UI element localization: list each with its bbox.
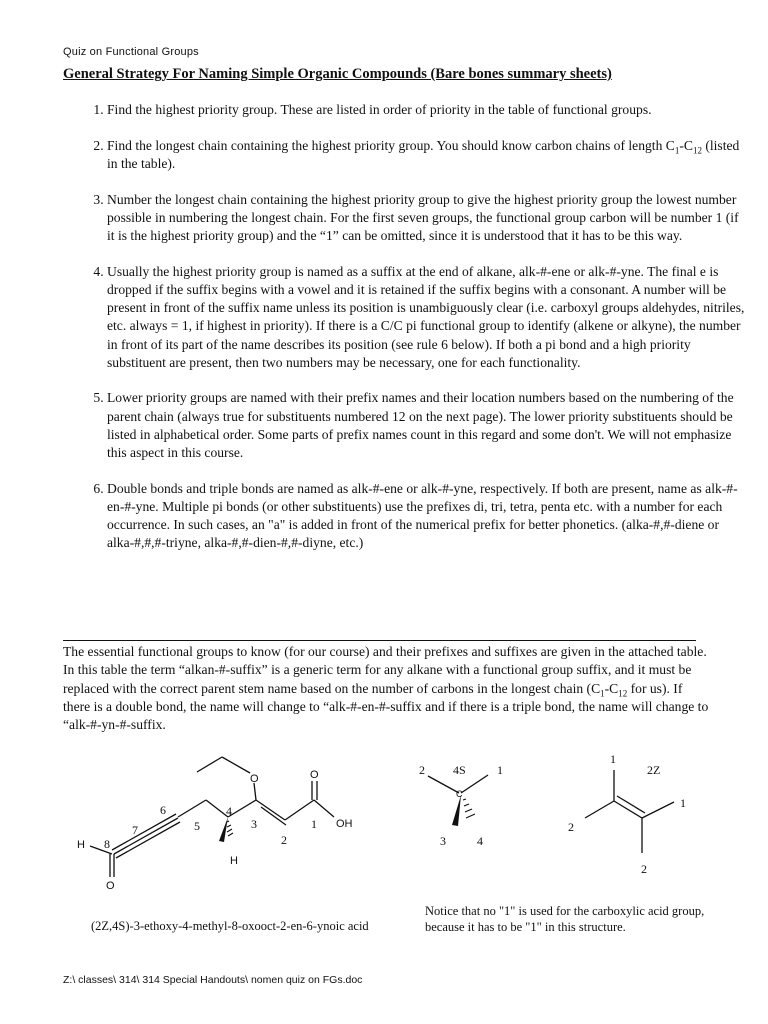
- document-label: Quiz on Functional Groups: [63, 46, 199, 58]
- step-text: (listed in the table).: [107, 137, 740, 171]
- carbon-number: 7: [132, 823, 138, 837]
- carbon-number: 2: [281, 833, 287, 847]
- carbon-number: 6: [160, 803, 166, 817]
- carbon-number: 8: [104, 837, 110, 851]
- step-item: [107, 191, 747, 246]
- step-item: [107, 389, 747, 462]
- priority-label: 3: [440, 834, 446, 848]
- structure-figure: [0, 745, 768, 905]
- main-molecule-bonds: [90, 757, 334, 877]
- carbon-number: 1: [311, 817, 317, 831]
- ether-oxygen-label: O: [250, 773, 259, 785]
- stereo-config-label: 4S: [453, 763, 466, 777]
- subscript: 1: [600, 688, 605, 699]
- step-item: [107, 480, 747, 553]
- step-text: -C: [679, 137, 693, 153]
- note-caption: Notice that no "1" is used for the carboxylic acid group, because it has to be "1" in this structure.: [425, 904, 705, 934]
- carbon-numbers: [104, 803, 317, 851]
- priority-label: 2: [568, 820, 574, 834]
- stereo-h-label: H: [230, 855, 238, 867]
- stereocenter-labels: [419, 763, 503, 848]
- stereocenter-hash: [463, 799, 475, 818]
- step-text: Double bonds and triple bonds are named as alk-#-ene or alk-#-yne, respectively. If both are present, name as alk-#-en-#-yne. Multiple pi bonds (or other substituents) use the prefixes di, tri, tetra, penta etc. with a number for each occurrence. In such cases, an "a" is added in front of the numerical prefix for better phonetics. (alka-#,#-diene or alka-#,#,#-triyne, alka-#,#-dien-#,#-diyne, etc.): [107, 480, 738, 551]
- compound-name-caption: (2Z,4S)-3-ethoxy-4-methyl-8-oxooct-2-en-6-ynoic acid: [91, 919, 369, 933]
- carbon-number: 4: [226, 804, 232, 818]
- summary-text: The essential functional groups to know (for our course) and their prefixes and suffixes are given in the attached table. In this table the term “alkan-#-suffix” is a generic term for any alkane with a functional group suffix, and it must be replaced with the correct parent stem name based on the number of carbons in the longest chain (C: [63, 644, 707, 696]
- alkene-labels: [568, 752, 686, 876]
- hash-bond: [227, 821, 233, 836]
- step-item: [107, 137, 747, 173]
- alkene-config-label: 2Z: [647, 763, 661, 777]
- step-item: [107, 263, 747, 372]
- carbon-number: 3: [251, 817, 257, 831]
- stereocenter-c-label: C: [456, 789, 463, 799]
- step-text: Find the highest priority group. These are listed in order of priority in the table of functional groups.: [107, 102, 652, 117]
- step-item: [107, 101, 747, 119]
- subscript: 1: [674, 145, 680, 156]
- priority-label: 4: [477, 834, 483, 848]
- subscript: 12: [618, 688, 628, 699]
- naming-steps-list: [63, 101, 747, 553]
- file-path-footer: Z:\ classes\ 314\ 314 Special Handouts\ nomen quiz on FGs.doc: [63, 974, 363, 986]
- priority-label: 2: [419, 763, 425, 777]
- summary-text: for us). If there is a double bond, the name will change to “alk-#-en-#-suffix and if there is a triple bond, the name will change to “alk-#-yn-#-suffix.: [63, 680, 709, 733]
- page-title: General Strategy For Naming Simple Organic Compounds (Bare bones summary sheets): [63, 66, 612, 82]
- aldehyde-h-label: H: [77, 839, 85, 851]
- alkene-bonds: [585, 770, 674, 853]
- step-text: Lower priority groups are named with their prefix names and their location numbers based on the numbering of the parent chain (always true for substituents numbered 12 on the next page). The lower priority substituents should be listed in alphabetical order. Some parts of prefix names count in this regard and some don't. We will not emphasize this aspect in this course.: [107, 390, 734, 461]
- wedge-bond: [219, 817, 228, 842]
- priority-label: 1: [497, 763, 503, 777]
- aldehyde-oxygen-label: O: [106, 880, 115, 892]
- summary-paragraph: [63, 643, 711, 734]
- priority-label: 1: [680, 796, 686, 810]
- step-text: Find the longest chain containing the highest priority group. You should know carbon chains of length C: [107, 137, 675, 153]
- acid-oxygen-label: O: [310, 769, 319, 781]
- subscript: 12: [692, 145, 702, 156]
- hydroxyl-label: OH: [336, 818, 353, 830]
- stereocenter-wedge: [452, 795, 461, 826]
- section-divider: [63, 640, 696, 641]
- carbon-number: 5: [194, 819, 200, 833]
- priority-label: 2: [641, 862, 647, 876]
- step-text: Number the longest chain containing the highest priority group to give the highest priority group the lowest number possible in numbering the longest chain. For the first seven groups, the functional group carbon will be number 1 (if it is the highest priority group) and the “1” can be omitted, since it is understood that it has to be this way.: [107, 191, 739, 244]
- step-text: Usually the highest priority group is named as a suffix at the end of alkane, alk-#-ene or alk-#-yne. The final e is dropped if the suffix begins with a vowel and it is retained if the suffix begins with a consonant. A number will be present in front of the suffix name unless its position is unambiguously clear (i.e. carboxyl groups aldehydes, nitriles, etc. always = 1, if highest in priority). If there is a C/C pi functional group to identify (alkene or alkyne), the number in front of its part of the name describes its position (see rule 6 below). If both a pi bond and a high priority substituent are present, then two numbers may be necessary, one for each functionality.: [107, 263, 745, 370]
- summary-text: -C: [604, 680, 619, 696]
- priority-label: 1: [610, 752, 616, 766]
